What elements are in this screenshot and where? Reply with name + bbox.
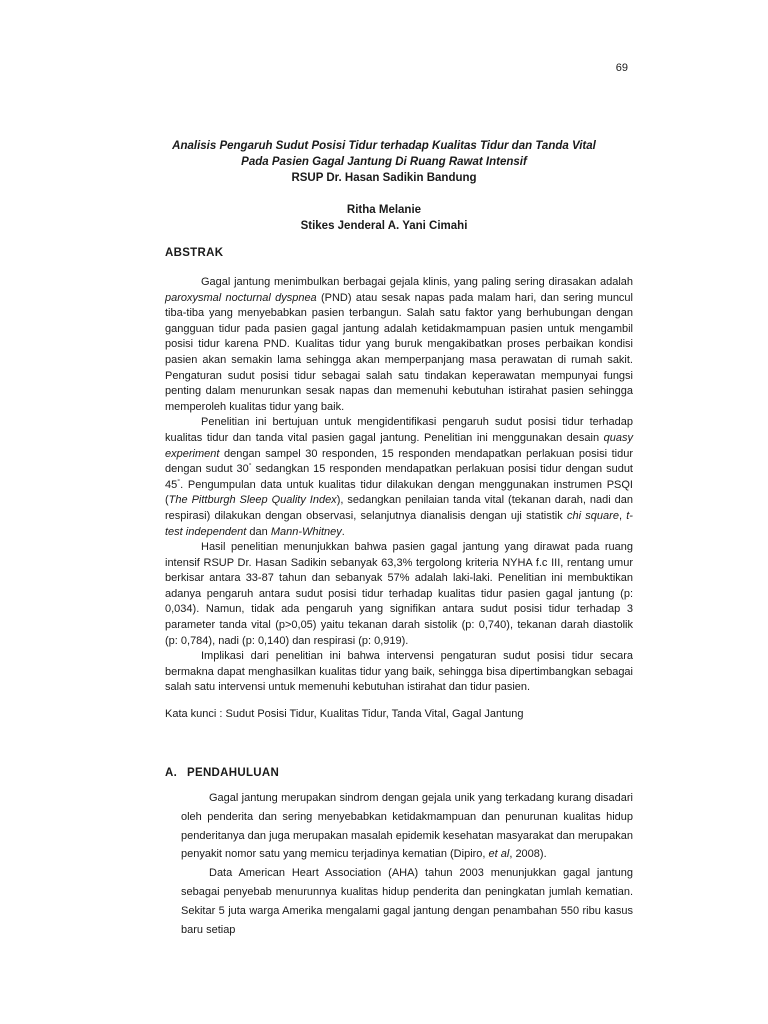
degree-symbol: ° <box>248 463 252 471</box>
intro-text: , 2008). <box>509 848 547 861</box>
article-title-line-3: RSUP Dr. Hasan Sadikin Bandung <box>291 172 477 184</box>
section-title: PENDAHULUAN <box>187 767 280 779</box>
abstract-heading: ABSTRAK <box>165 247 224 259</box>
article-title-line-2: Pada Pasien Gagal Jantung Di Ruang Rawat Intensif <box>241 156 527 168</box>
abstract-text: . Pengumpulan data untuk kualitas tidur dilakukan dengan menggunakan instrumen PSQI ( <box>165 478 633 507</box>
intro-text: Gagal jantung merupakan sindrom dengan gejala unik yang terkadang kurang disadari oleh penderita dan sering menyebabkan ketidakmampuan dan penurunan kualitas hidup penderitanya dan juga merupakan masalah epidemik kesehatan masyarakat dan merupakan penyakit nomor satu yang memicu terjadinya kematian (Dipiro, <box>181 792 633 861</box>
abstract-text: . <box>341 525 345 538</box>
abstract-text: sedangkan 15 responden mendapatkan perlakuan posisi tidur dengan sudut 45 <box>165 463 633 491</box>
abstract-text: dengan sampel 30 responden, 15 responden mendapatkan perlakuan posisi tidur dengan sudut 30 <box>165 447 633 476</box>
abstract-text: ), sedangkan penilaian tanda vital (tekanan darah, nadi dan respirasi) dilakukan dengan observasi, selanjutnya dianalisis dengan uji statistik <box>165 494 634 522</box>
introduction-body <box>181 789 633 939</box>
abstract-text: (PND) atau sesak napas pada malam hari, dan sering muncul tiba-tiba yang menyebabkan pasien terbangun. Salah satu faktor yang berhubungan dengan gangguan tidur pada pasien gagal jantung adalah ketidakmampuan pasien untuk mengambil posisi tidur karena PND. Kualitas tidur yang buruk mengakibatkan proses perbaikan kondisi pasien akan semakin lama sehingga akan memperpanjang masa perawatan di rumah sakit. Pengaturan sudut posisi tidur sebagai salah satu tindakan keperawatan mempunyai fungsi penting dalam menurunkan sesak napas dan memenuhi kebutuhan istirahat pasien sehingga memperoleh kualitas tidur yang baik. <box>165 291 633 413</box>
section-heading <box>165 767 279 779</box>
abstract-italic-term: chi square <box>567 509 619 522</box>
author-name: Ritha Melanie <box>346 204 422 216</box>
keywords: Kata kunci : Sudut Posisi Tidur, Kualitas Tidur, Tanda Vital, Gagal Jantung <box>165 708 524 720</box>
abstract-italic-term: t-test independent <box>165 509 633 538</box>
abstract-italic-term: paroxysmal nocturnal dyspnea <box>165 291 317 304</box>
abstract-italic-term: Mann-Whitney <box>270 525 342 538</box>
article-header <box>0 138 768 234</box>
abstract-text: Penelitian ini bertujuan untuk mengidentifikasi pengaruh sudut posisi tidur terhadap kualitas tidur dan tanda vital pasien gagal jantung. Penelitian ini menggunakan desain <box>165 416 633 444</box>
abstract-text: Gagal jantung menimbulkan berbagai gejala klinis, yang paling sering dirasakan adalah <box>201 276 633 288</box>
page-number: 69 <box>615 62 628 74</box>
abstract-text: dan <box>246 525 271 538</box>
intro-paragraph: Data American Heart Association (AHA) tahun 2003 menunjukkan gagal jantung sebagai penyebab menurunnya kualitas hidup penderita dan peningkatan jumlah kematian. Sekitar 5 juta warga Amerika mengalami gagal jantung dengan penambahan 550 ribu kasus baru setiap <box>181 867 633 936</box>
article-title-line-1: Analisis Pengaruh Sudut Posisi Tidur terhadap Kualitas Tidur dan Tanda Vital <box>172 140 596 152</box>
abstract-paragraph <box>165 275 633 415</box>
section-number: A. <box>165 767 178 779</box>
abstract-paragraph <box>165 415 633 540</box>
abstract-italic-term: quasy experiment <box>165 431 633 460</box>
author-affiliation: Stikes Jenderal A. Yani Cimahi <box>300 220 468 232</box>
degree-symbol: ° <box>177 478 181 486</box>
abstract-body <box>165 275 633 696</box>
abstract-text: , <box>618 509 627 522</box>
abstract-paragraph: Hasil penelitian menunjukkan bahwa pasien gagal jantung yang dirawat pada ruang intensif RSUP Dr. Hasan Sadikin sebanyak 63,3% tergolong kriteria NYHA f.c III, rentang umur berkisar antara 33-87 tahun dan sebanyak 57% adalah laki-laki. Penelitian ini membuktikan adanya pengaruh antara sudut posisi tidur terhadap kualitas tidur pasien gagal jantung (p: 0,034). Namun, tidak ada pengaruh yang signifikan antara sudut posisi tidur terhadap 3 parameter tanda vital (p>0,05) yaitu tekanan darah sistolik (p: 0,740), tekanan darah diastolik (p: 0,784), nadi (p: 0,140) dan respirasi (p: 0,919). <box>165 541 633 647</box>
abstract-paragraph: Implikasi dari penelitian ini bahwa intervensi pengaturan sudut posisi tidur secara bermakna dapat menghasilkan kualitas tidur yang baik, sehingga bisa dipertimbangkan sebagai salah satu intervensi untuk memenuhi kebutuhan istirahat dan tidur pasien. <box>165 650 633 694</box>
abstract-italic-term: The Pittburgh Sleep Quality Index <box>168 494 337 507</box>
intro-italic-term: et al <box>488 848 510 861</box>
intro-paragraph <box>181 789 633 864</box>
